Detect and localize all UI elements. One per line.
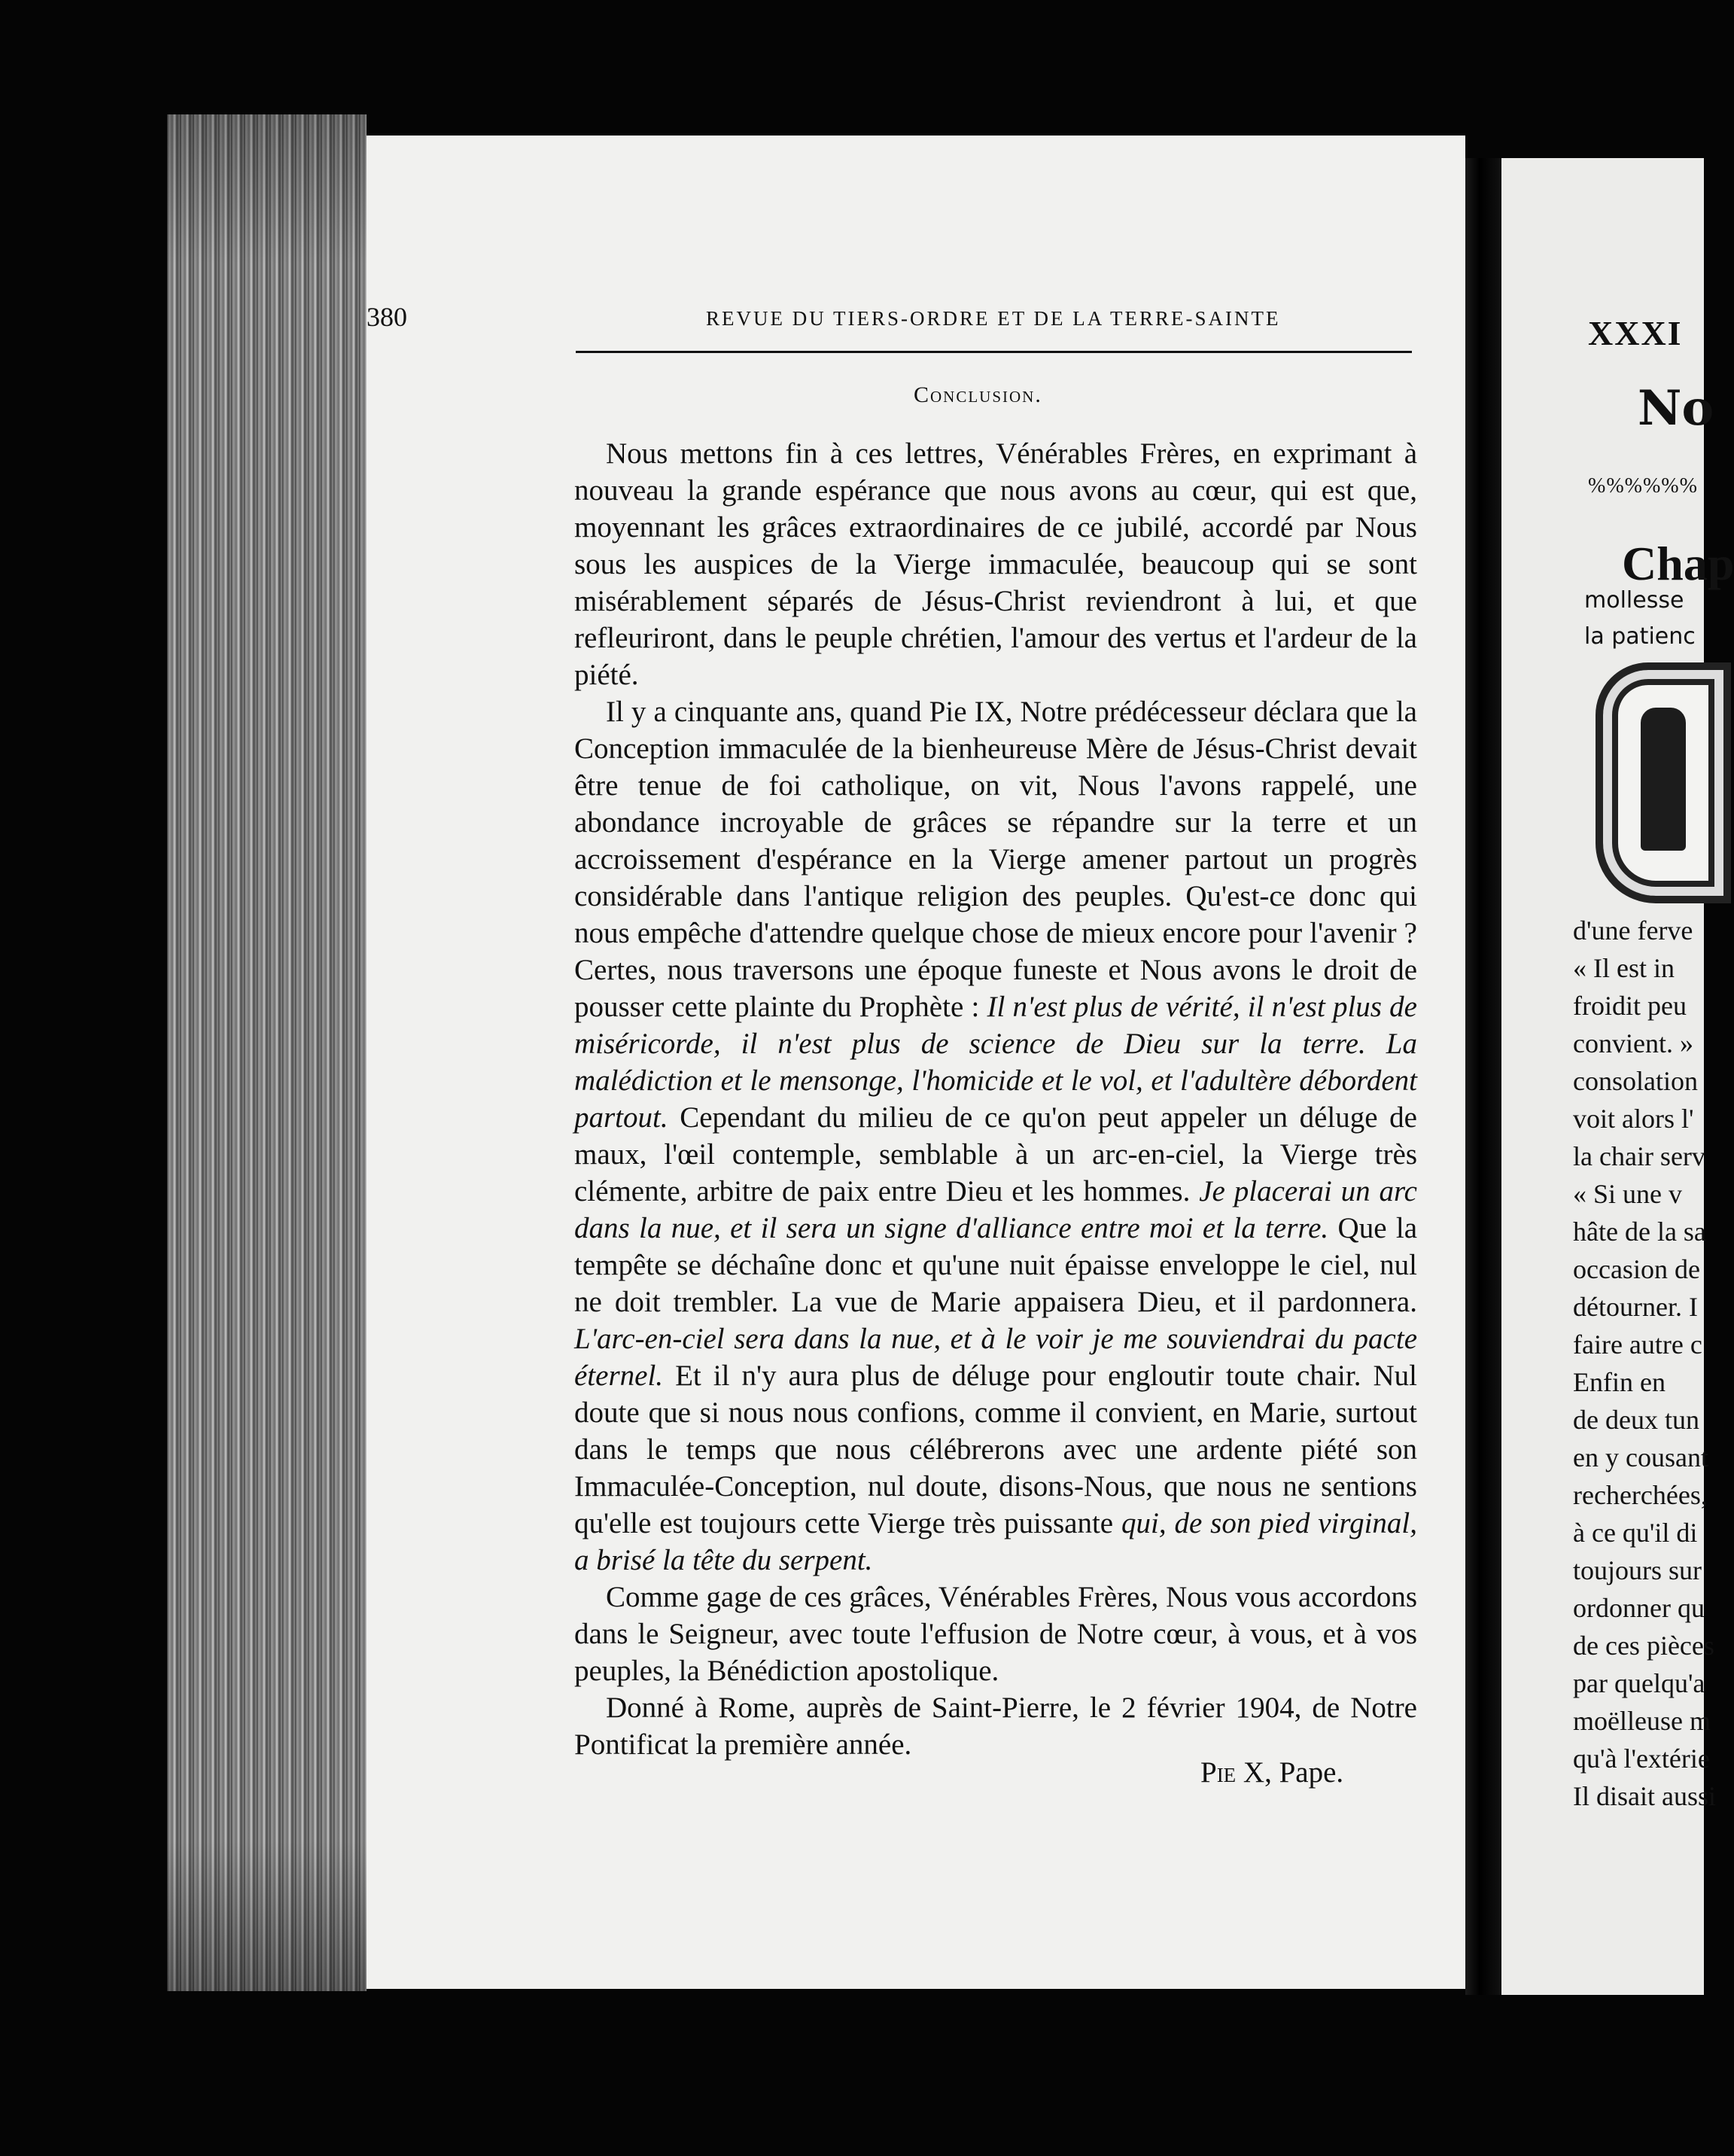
decorated-initial-icon bbox=[1596, 662, 1731, 903]
p2-text-a: Il y a cinquante ans, quand Pie IX, Notre prédécesseur déclara que la Conception immaculée de la bienheureuse Mère de Jésus-Christ devait être tenue de foi catholique, on vit, Nous l'avons rappelé, une abondance incroyable de grâces se répandre sur la terre et un accroissement d'espérance en la Vierge amener partout un progrès considérable dans l'antique religion des peuples. Qu'est-ce donc qui nous empêche d'attendre quelque chose de mieux encore pour l'avenir ? Certes, nous traversons une époque funeste et Nous avons le droit de pousser cette plainte du Prophète : bbox=[574, 696, 1417, 1023]
right-page-line: détourner. I bbox=[1573, 1292, 1698, 1322]
right-page-line: Il disait aussi bbox=[1573, 1781, 1716, 1811]
p2-text-d: Et il n'y aura plus de déluge pour engloutir toute chair. Nul doute que si nous nous confions, comme il convient, en Marie, surtout dans le temps que nous célébrerons avec une ardente piété son Immaculée-Conception, nul doute, disons-Nous, que nous ne sentions qu'elle est toujours cette Vierge très puissante bbox=[574, 1360, 1417, 1539]
chapter-subtitle-2: la patienc bbox=[1584, 623, 1696, 650]
right-page-line: recherchées, bbox=[1573, 1480, 1708, 1510]
right-page-line: d'une ferve bbox=[1573, 915, 1693, 946]
running-title: REVUE DU TIERS-ORDRE ET DE LA TERRE-SAINTE bbox=[706, 307, 1281, 330]
chapter-subtitle-1: mollesse bbox=[1584, 587, 1684, 614]
chapter-title: Chap bbox=[1622, 537, 1734, 590]
right-page-line: moëlleuse m bbox=[1573, 1706, 1711, 1736]
right-page-line: qu'à l'extérie bbox=[1573, 1743, 1710, 1774]
right-page-line: convient. » bbox=[1573, 1028, 1693, 1058]
p2-quote-3: L'arc-en-ciel sera dans la nue, et à le voir je me souviendrai du pacte éternel. bbox=[574, 1323, 1417, 1392]
right-page-line: de ces pièces bbox=[1573, 1631, 1714, 1661]
p2-text-b: Cependant du milieu de ce qu'on peut appeler un déluge de maux, l'œil contemple, semblable à un arc-en-ciel, la Vierge très clémente, arbitre de paix entre Dieu et les hommes. bbox=[574, 1101, 1417, 1207]
signature-name: Pie X bbox=[1200, 1756, 1265, 1789]
ornament-band: %%%%%% bbox=[1588, 474, 1698, 498]
p2-quote-4: qui, de son pied virginal, a brisé la tête du serpent. bbox=[574, 1507, 1418, 1576]
paragraph-2 bbox=[574, 693, 1417, 1579]
right-page-line: par quelqu'a bbox=[1573, 1668, 1705, 1698]
page-edges-stack bbox=[167, 114, 367, 1991]
p2-quote-2: Je placerai un arc dans la nue, et il sera un signe d'alliance entre moi et la terre. bbox=[574, 1175, 1417, 1244]
right-page-line: en y cousant bbox=[1573, 1442, 1708, 1472]
p2-quote-1: Il n'est plus de vérité, il n'est plus de miséricorde, il n'est plus de science de Dieu sur la terre. La malédiction et le mensonge, l'homicide et le vol, et l'adultère débordent partout. bbox=[574, 991, 1417, 1134]
p2-text-c: Que la tempête se déchaîne donc et qu'une nuit épaisse enveloppe le ciel, nul ne doit trembler. La vue de Marie appaisera Dieu, et il pardonnera. bbox=[574, 1212, 1418, 1318]
right-page-line: de deux tun bbox=[1573, 1405, 1699, 1435]
madonna-figure-icon bbox=[1641, 708, 1686, 851]
signature bbox=[1200, 1756, 1343, 1789]
section-heading: Conclusion. bbox=[914, 382, 1042, 407]
right-page-line: voit alors l' bbox=[1573, 1104, 1694, 1134]
page-number: 380 bbox=[367, 302, 407, 332]
right-page-line: à ce qu'il di bbox=[1573, 1518, 1698, 1548]
right-page-line: faire autre c bbox=[1573, 1329, 1702, 1360]
right-page-line: la chair serv bbox=[1573, 1141, 1705, 1171]
right-page-line: toujours sur bbox=[1573, 1555, 1702, 1585]
right-page-line: « Il est in bbox=[1573, 953, 1675, 983]
blackletter-title: No bbox=[1638, 380, 1714, 437]
header-rule bbox=[576, 351, 1412, 353]
right-page-line: Enfin en bbox=[1573, 1367, 1666, 1397]
book-gutter bbox=[1465, 158, 1501, 1995]
right-page-line: « Si une v bbox=[1573, 1179, 1683, 1209]
right-page-line: hâte de la sa bbox=[1573, 1217, 1706, 1247]
right-page-line: occasion de bbox=[1573, 1254, 1700, 1284]
right-page-line: froidit peu bbox=[1573, 991, 1687, 1021]
ornament-top: XXXI bbox=[1588, 314, 1683, 352]
right-page-line: ordonner qu bbox=[1573, 1593, 1705, 1623]
right-page-line: consolation bbox=[1573, 1066, 1698, 1096]
paragraph-1: Nous mettons fin à ces lettres, Vénérables Frères, en exprimant à nouveau la grande espérance que nous avons au cœur, qui est que, moyennant les grâces extraordinaires de ce jubilé, accordé par Nous sous les auspices de la Vierge immaculée, beaucoup qui se sont misérablement séparés de Jésus-Christ reviendront à lui, et que refleuriront, dans le peuple chrétien, l'amour des vertus et l'ardeur de la piété. bbox=[574, 437, 1417, 691]
body-text bbox=[574, 435, 1417, 1763]
paragraph-3: Comme gage de ces grâces, Vénérables Frères, Nous vous accordons dans le Seigneur, avec toute l'effusion de Notre cœur, à vous, et à vos peuples, la Bénédiction apostolique. bbox=[574, 1581, 1417, 1687]
signature-title: , Pape. bbox=[1264, 1756, 1344, 1789]
paragraph-4: Donné à Rome, auprès de Saint-Pierre, le 2 février 1904, de Notre Pontificat la première année. bbox=[574, 1692, 1417, 1761]
